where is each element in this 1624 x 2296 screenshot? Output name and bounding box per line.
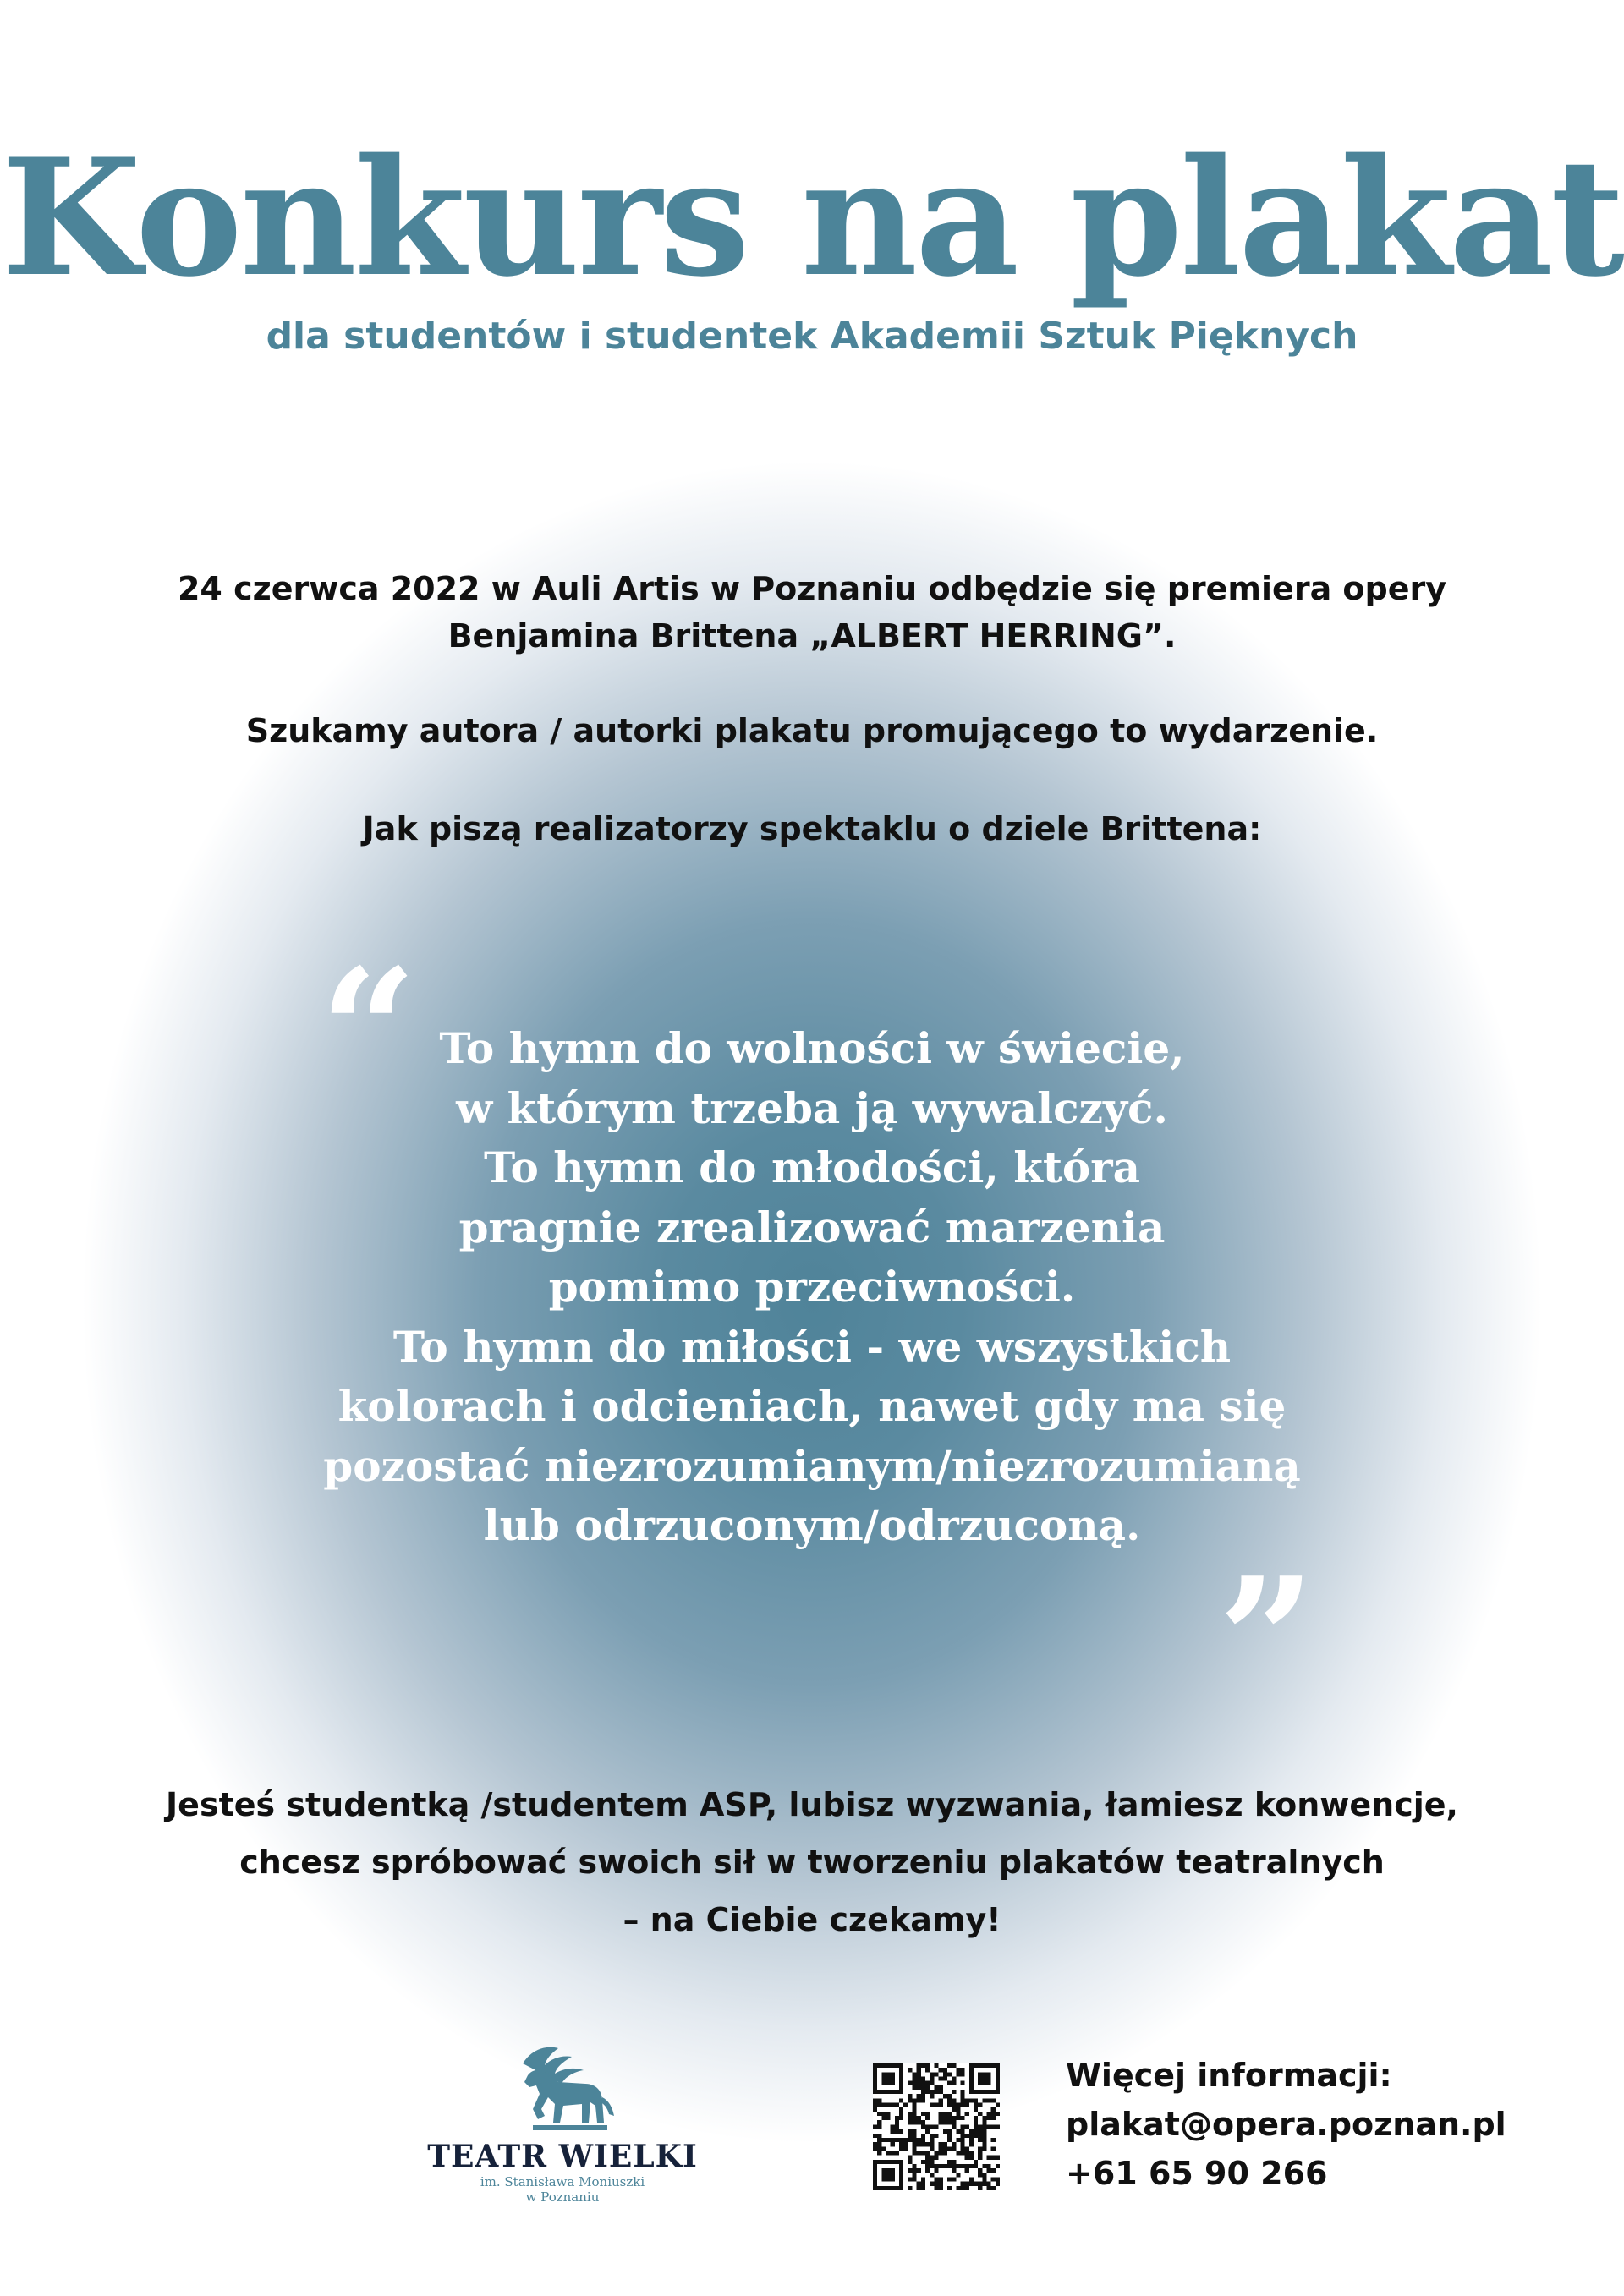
quote-line: kolorach i odcieniach, nawet gdy ma się <box>337 1381 1287 1431</box>
call-to-action <box>85 1776 1539 1948</box>
quote-line: To hymn do młodości, która <box>483 1143 1141 1192</box>
logo-subtitle-1: im. Stanisława Moniuszki <box>480 2174 645 2189</box>
quote-line: pragnie zrealizować marzenia <box>458 1202 1166 1252</box>
close-quote-mark: ” <box>1218 1541 1316 1740</box>
quote-line: pozostać niezrozumianym/niezrozumianą <box>323 1440 1301 1491</box>
open-quote-mark: “ <box>320 932 418 1131</box>
logo-name: TEATR WIELKI <box>427 2139 698 2174</box>
announcement-line-1: 24 czerwca 2022 w Auli Artis w Poznaniu odbędzie się premiera opery <box>177 570 1447 607</box>
logo-subtitle-2: w Poznaniu <box>525 2189 600 2205</box>
cta-line-3: – na Ciebie czekamy! <box>623 1901 1001 1938</box>
quote-intro: Jak piszą realizatorzy spektaklu o dziele Brittena: <box>362 810 1262 847</box>
contact-email-link[interactable]: plakat@opera.poznan.pl <box>1066 2106 1506 2143</box>
poster-title: Konkurs na plakat <box>2 123 1622 312</box>
cta-line-1: Jesteś studentką /studentem ASP, lubisz wyzwania, łamiesz konwencje, <box>166 1786 1458 1823</box>
contact-phone-link[interactable]: +61 65 90 266 <box>1066 2155 1328 2192</box>
theatre-logo <box>423 2038 702 2216</box>
poster-subtitle: dla studentów i studentek Akademii Sztuk Pięknych <box>266 315 1358 358</box>
announcement-line-2: Benjamina Brittena „ALBERT HERRING”. <box>447 617 1177 655</box>
quote-block <box>279 1019 1345 1556</box>
cta-line-2: chcesz spróbować swoich sił w tworzeniu plakatów teatralnych <box>239 1844 1385 1881</box>
search-text: Szukamy autora / autorki plakatu promującego to wydarzenie. <box>245 712 1379 749</box>
quote-line: To hymn do wolności w świecie, <box>439 1023 1185 1073</box>
contact-label: Więcej informacji: <box>1066 2057 1392 2094</box>
qr-code-icon[interactable] <box>873 2063 1000 2190</box>
quote-line: pomimo przeciwności. <box>548 1262 1076 1312</box>
announcement <box>135 565 1489 660</box>
quote-line: lub odrzuconym/odrzuconą. <box>483 1500 1141 1550</box>
pegasus-icon <box>508 2038 617 2135</box>
contact-info <box>1066 2051 1539 2198</box>
quote-line: w którym trzeba ją wywalczyć. <box>456 1082 1168 1133</box>
quote-line: To hymn do miłości - we wszystkich <box>392 1321 1232 1372</box>
